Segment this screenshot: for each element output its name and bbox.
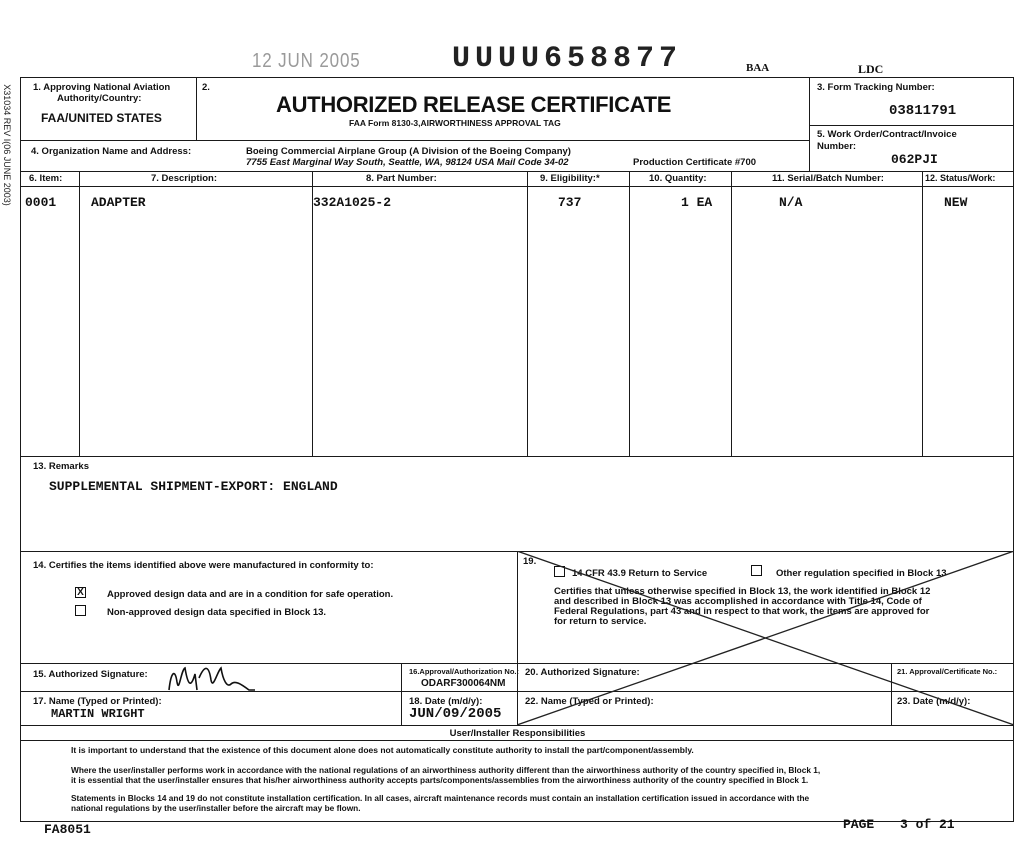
- form-subtitle: FAA Form 8130-3,AIRWORTHINESS APPROVAL TAG: [349, 118, 561, 128]
- baa-label: BAA: [746, 62, 770, 74]
- col-header-serial: 11. Serial/Batch Number:: [772, 173, 884, 184]
- block-18-value: JUN/09/2005: [409, 706, 502, 722]
- row-item: 0001: [25, 195, 57, 210]
- block-14-non-approved-checkbox[interactable]: [75, 605, 86, 616]
- responsibilities-p2-line1: Where the user/installer performs work in accordance with the national regulations of an airworthiness authority different than the airworthiness authority of the country specified in, Block 1,: [71, 765, 821, 775]
- block-4-line2: 7755 East Marginal Way South, Seattle, WA, 98124 USA Mail Code 34-02: [246, 157, 569, 168]
- block-16-value: ODARF300064NM: [421, 678, 506, 689]
- block-19-text-4: for return to service.: [554, 616, 647, 627]
- row-serial: N/A: [779, 195, 803, 210]
- row-description: ADAPTER: [91, 195, 146, 210]
- row-status: NEW: [944, 195, 968, 210]
- block-19-text-1: Certifies that unless otherwise specified in Block 13, the work identified in Block 12: [554, 586, 931, 597]
- void-cross-lines: [517, 551, 1014, 725]
- block-20-label: 20. Authorized Signature:: [525, 667, 640, 678]
- row-eligibility: 737: [558, 195, 582, 210]
- block-14-approved-checkbox[interactable]: X: [75, 587, 86, 598]
- block-15-label: 15. Authorized Signature:: [33, 669, 148, 680]
- block-19-text-3: Federal Regulations, part 43 and in respect to that work, the items are approved for: [554, 606, 930, 617]
- block-19-text-2: and described in Block 13 was accomplished in accordance with Title 14, Code of: [554, 596, 922, 607]
- col-header-description: 7. Description:: [151, 173, 217, 184]
- block-14-option1: Approved design data and are in a condition for safe operation.: [107, 589, 394, 600]
- block-19-option2: Other regulation specified in Block 13: [776, 568, 947, 579]
- block-5-value: 062PJI: [891, 152, 938, 167]
- block-3-value: 03811791: [889, 103, 957, 119]
- block-21-label: 21. Approval/Certificate No.:: [897, 667, 998, 676]
- block-1-value: FAA/UNITED STATES: [41, 111, 162, 125]
- block-4-label: 4. Organization Name and Address:: [31, 146, 192, 157]
- responsibilities-p2-line2: it is essential that the user/installer ensures that his/her airworthiness authority accepts parts/components/assemblies from the airworthiness authority of the country specified in Block 1.: [71, 775, 809, 785]
- block-1-label-2: Authority/Country:: [57, 93, 142, 104]
- row-part-number: 332A1025-2: [313, 195, 392, 210]
- certificate-form: [20, 77, 1014, 822]
- block-1: [21, 78, 196, 140]
- col-header-eligibility: 9. Eligibility:*: [540, 173, 600, 184]
- block-23-label: 23. Date (m/d/y):: [897, 696, 971, 707]
- signature-image: [161, 660, 261, 700]
- block-14-label: 14. Certifies the items identified above were manufactured in conformity to:: [33, 560, 374, 571]
- block-19-label: 19.: [523, 556, 537, 567]
- block-16-label: 16.Approval/Authorization No.:: [409, 667, 520, 676]
- footer-page-value: 3 of 21: [900, 817, 955, 832]
- block-18-label: 18. Date (m/d/y):: [409, 696, 483, 707]
- col-header-part-number: 8. Part Number:: [366, 173, 437, 184]
- block-14-option2: Non-approved design data specified in Block 13.: [107, 607, 327, 618]
- form-title: AUTHORIZED RELEASE CERTIFICATE: [276, 92, 672, 117]
- block-17-value: MARTIN WRIGHT: [51, 707, 145, 721]
- responsibilities-p1: It is important to understand that the existence of this document alone does not automatically constitute authority to install the part/component/assembly.: [71, 745, 694, 755]
- responsibilities-title: User/Installer Responsibilities: [449, 728, 586, 739]
- block-19-option1: 14 CFR 43.9 Return to Service: [572, 568, 708, 579]
- col-header-status: 12. Status/Work:: [925, 173, 996, 183]
- footer-form-code: FA8051: [44, 822, 91, 837]
- block-3-label: 3. Form Tracking Number:: [817, 82, 935, 93]
- block-2-label: 2.: [202, 82, 210, 93]
- col-header-quantity: 10. Quantity:: [649, 173, 707, 184]
- footer-page-label: PAGE: [843, 817, 875, 832]
- block-5-label: 5. Work Order/Contract/Invoice: [817, 129, 957, 140]
- items-table: [21, 171, 1014, 456]
- row-quantity: 1 EA: [681, 195, 713, 210]
- block-4-production: Production Certificate #700: [633, 157, 757, 168]
- ldc-label: LDC: [858, 62, 884, 76]
- block-1-label: 1. Approving National Aviation: [33, 82, 171, 93]
- col-header-item: 6. Item:: [29, 173, 63, 184]
- block-5-label-2: Number:: [817, 141, 857, 152]
- side-revision-text: X31034 REV I(06 JUNE 2003): [2, 84, 12, 206]
- block-4-line1: Boeing Commercial Airplane Group (A Division of the Boeing Company): [246, 146, 571, 157]
- block-13-text: SUPPLEMENTAL SHIPMENT-EXPORT: ENGLAND: [49, 479, 338, 494]
- responsibilities-p3-line2: national regulations by the user/installer before the aircraft may be flown.: [71, 803, 361, 813]
- serial-number: UUUU658877: [452, 42, 683, 76]
- block-13-label: 13. Remarks: [33, 461, 89, 472]
- responsibilities-p3-line1: Statements in Blocks 14 and 19 do not constitute installation certification. In all cases, aircraft maintenance records must contain an installation certification issued in accordance with the: [71, 793, 810, 803]
- block-22-label: 22. Name (Typed or Printed):: [525, 696, 654, 707]
- block-17-label: 17. Name (Typed or Printed):: [33, 696, 162, 707]
- stamp-date: 12 JUN 2005: [252, 50, 361, 72]
